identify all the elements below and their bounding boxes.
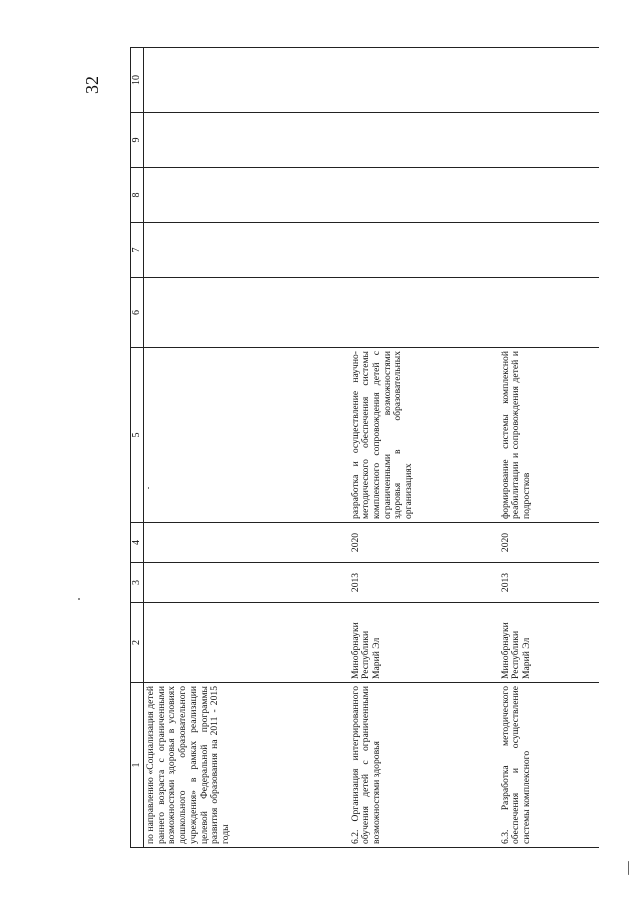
scan-speck — [148, 487, 149, 489]
row3-end: 2020 — [499, 523, 599, 563]
header-col-2: 2 — [131, 603, 144, 683]
row1-executor — [144, 603, 349, 683]
row2-col10 — [349, 48, 499, 113]
header-col-3: 3 — [131, 563, 144, 603]
header-col-5: 5 — [131, 348, 144, 523]
row1-result — [144, 348, 349, 523]
row1-start — [144, 563, 349, 603]
header-col-8: 8 — [131, 168, 144, 223]
table-row — [349, 48, 499, 848]
plan-table — [130, 47, 599, 848]
row3-result: формирование системы комплексной реабилитации и сопровождения детей и подростков — [499, 348, 599, 523]
row2-col9 — [349, 113, 499, 168]
row2-col7 — [349, 223, 499, 278]
header-col-10: 10 — [131, 48, 144, 113]
table-row — [499, 48, 599, 848]
row2-executor: Минобрнауки Республики Марий Эл — [349, 603, 499, 683]
row1-col8 — [144, 168, 349, 223]
header-col-7: 7 — [131, 223, 144, 278]
header-col-1: 1 — [131, 683, 144, 848]
row1-col6 — [144, 278, 349, 348]
row3-col8 — [499, 168, 599, 223]
row3-executor: Минобрнауки Республики Марий Эл — [499, 603, 599, 683]
row2-col8 — [349, 168, 499, 223]
row2-result: разработка и осуществление научно-методического обеспечения системы комплексного сопровождения детей с ограниченными возможностями здоровья в образовательных организациях — [349, 348, 499, 523]
row2-measure: 6.2. Организация интегрированного обучения детей с ограниченными возможностями здоровья — [349, 683, 499, 848]
header-col-9: 9 — [131, 113, 144, 168]
page-number: 32 — [82, 76, 102, 94]
row1-end — [144, 523, 349, 563]
row1-col7 — [144, 223, 349, 278]
row1-measure: по направлению «Социализация детей раннего возраста с ограниченными возможностями здоровья в условиях дошкольного образовательного учреждения» в рамках реализации целевой Федеральной программы развития образования на 2011 - 2015 годы — [144, 683, 349, 848]
header-row — [131, 48, 144, 848]
row3-col7 — [499, 223, 599, 278]
header-col-6: 6 — [131, 278, 144, 348]
row3-col9 — [499, 113, 599, 168]
row1-col10 — [144, 48, 349, 113]
row3-col10 — [499, 48, 599, 113]
row3-col6 — [499, 278, 599, 348]
document-table-rotated — [130, 48, 610, 848]
row2-end: 2020 — [349, 523, 499, 563]
row3-measure: 6.3. Разработка методического обеспечения и осуществление системы комплексного — [499, 683, 599, 848]
table-row — [144, 48, 349, 848]
scan-speck — [78, 598, 80, 600]
row2-start: 2013 — [349, 563, 499, 603]
row3-start: 2013 — [499, 563, 599, 603]
scan-speck — [628, 861, 629, 875]
row2-col6 — [349, 278, 499, 348]
header-col-4: 4 — [131, 523, 144, 563]
row1-col9 — [144, 113, 349, 168]
